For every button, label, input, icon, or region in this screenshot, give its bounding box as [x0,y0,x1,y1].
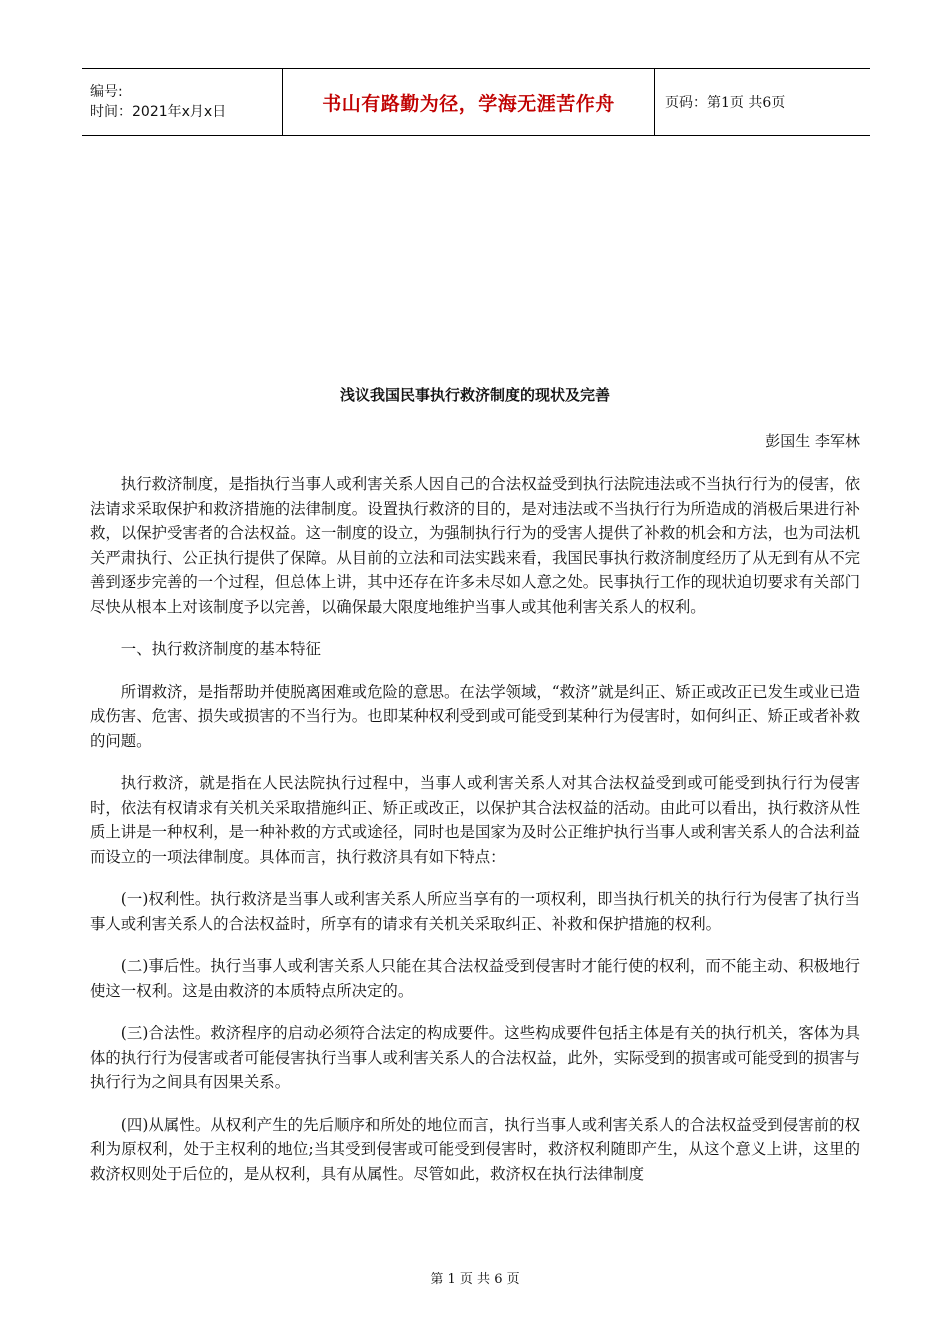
paragraph: 所谓救济，是指帮助并使脱离困难或危险的意思。在法学领域，“救济”就是纠正、矫正或改正已发生或业已造成伤害、危害、损失或损害的不当行为。也即某种权利受到或可能受到某种行为侵害时，如何纠正、矫正或者补救的问题。 [90,682,860,750]
number-label: 编号: [90,84,123,100]
document-title: 浅议我国民事执行救济制度的现状及完善 [339,386,610,404]
footer-page-number: 第 1 页 共 6 页 [430,1272,520,1287]
paragraph: 执行救济制度，是指执行当事人或利害关系人因自己的合法权益受到执行法院违法或不当执行行为的侵害，依法请求采取保护和救济措施的法律制度。设置执行救济的目的，是对违法或不当执行行为所造成的消极后果进行补救，以保护受害者的合法权益。这一制度的设立，为强制执行行为的受害人提供了补救的机会和方法，也为司法机关严肃执行、公正执行提供了保障。从目前的立法和司法实践来看，我国民事执行救济制度经历了从无到有从不完善到逐步完善的一个过程，但总体上讲，其中还存在许多未尽如人意之处。民事执行工作的现状迫切要求有关部门尽快从根本上对该制度予以完善，以确保最大限度地维护当事人或其他利害关系人的权利。 [90,475,860,616]
header-motto-cell [282,69,655,135]
document-body [90,472,860,1204]
document-header [82,68,870,136]
paragraph: (三)合法性。救济程序的启动必须符合法定的构成要件。这些构成要件包括主体是有关的执行机关，客体为具体的执行行为侵害或者可能侵害执行当事人或利害关系人的合法权益，此外，实际受到的损害或可能受到的损害与执行行为之间具有因果关系。 [90,1024,860,1091]
paragraph: 执行救济，就是指在人民法院执行过程中，当事人或利害关系人对其合法权益受到或可能受到执行行为侵害时，依法有权请求有关机关采取措施纠正、矫正或改正，以保护其合法权益的活动。由此可以看出，执行救济从性质上讲是一种权利，是一种补救的方式或途径，同时也是国家为及时公正维护执行当事人或利害关系人的合法利益而设立的一项法律制度。具体而言，执行救济具有如下特点： [90,774,860,866]
paragraph: (一)权利性。执行救济是当事人或利害关系人所应当享有的一项权利，即当执行机关的执行行为侵害了执行当事人或利害关系人的合法权益时，所享有的请求有关机关采取纠正、补救和保护措施的权利。 [90,890,860,933]
document-author: 彭国生 李军林 [765,432,860,450]
paragraph: (四)从属性。从权利产生的先后顺序和所处的地位而言，执行当事人或利害关系人的合法权益受到侵害前的权利为原权利，处于主权利的地位;当其受到侵害或可能受到侵害时，救济权利随即产生，从这个意义上讲，这里的救济权则处于后位的，是从权利，具有从属性。尽管如此，救济权在执行法律制度 [90,1115,860,1183]
header-page-info [655,69,870,135]
section-heading: 一、执行救济制度的基本特征 [120,640,321,658]
motto: 书山有路勤为径，学海无涯苦作舟 [322,92,615,115]
paragraph: (二)事后性。执行当事人或利害关系人只能在其合法权益受到侵害时才能行使的权利，而不能主动、积极地行使这一权利。这是由救济的本质特点所决定的。 [90,957,860,1000]
page-footer [0,1268,950,1287]
time-label: 时间：2021年x月x日 [90,104,227,120]
header-meta [82,69,282,135]
page-info: 页码：第1页 共6页 [665,95,786,111]
